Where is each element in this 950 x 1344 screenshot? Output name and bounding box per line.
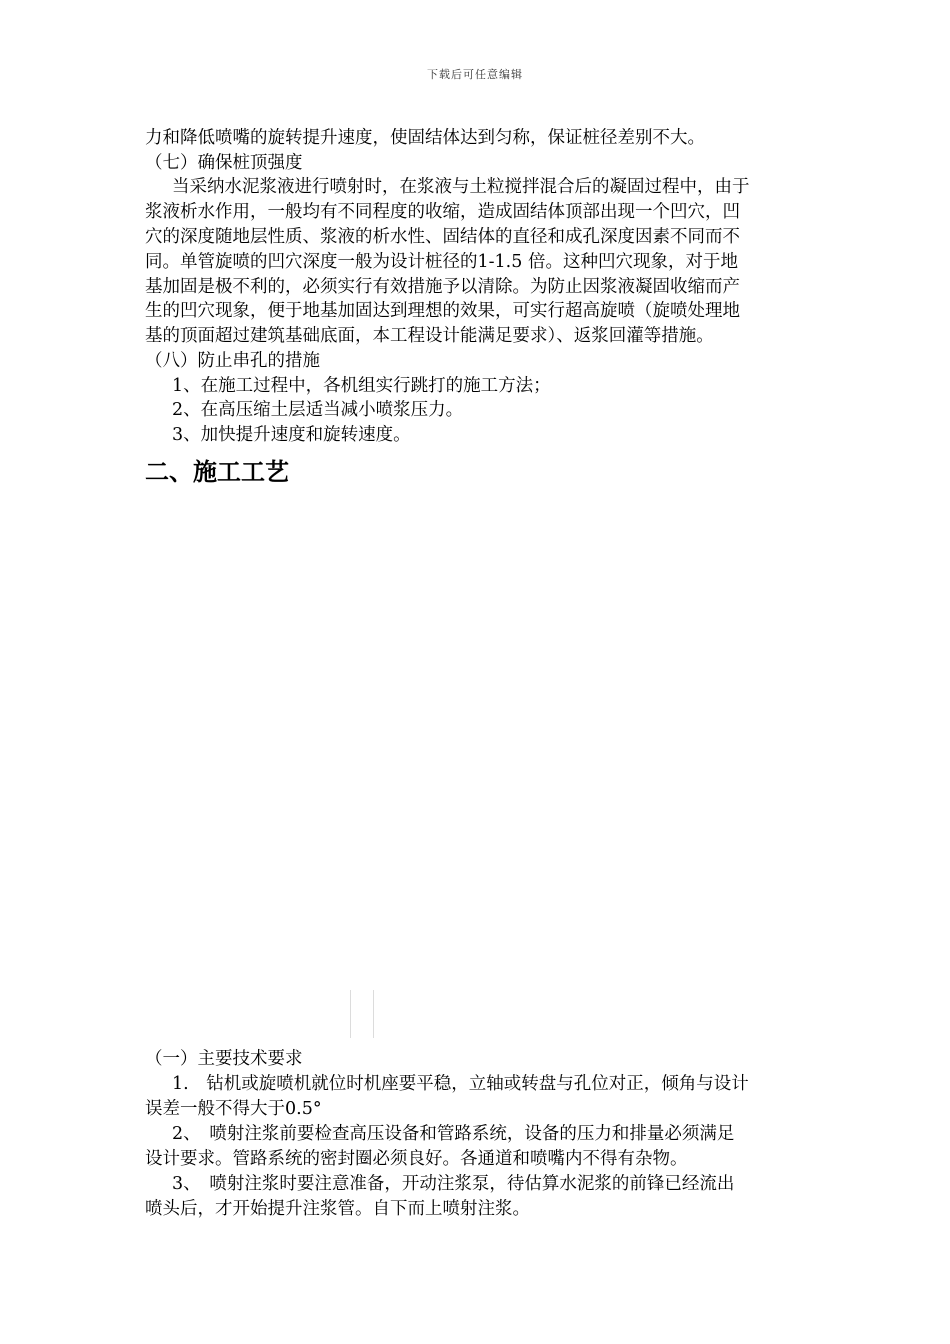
list-item: 2、在高压缩土层适当减小喷浆压力。 <box>172 400 464 420</box>
list-item: 1. 钻机或旋喷机就位时机座要平稳，立轴或转盘与孔位对正，倾角与设计 <box>172 1074 749 1094</box>
paragraph-line: 设计要求。管路系统的密封圈必须良好。各通道和喷嘴内不得有杂物。 <box>145 1149 688 1169</box>
paragraph-line: 同。单管旋喷的凹穴深度一般为设计桩径的1-1.5 倍。这种凹穴现象，对于地 <box>145 252 738 272</box>
paragraph-line: 生的凹穴现象，便于地基加固达到理想的效果，可实行超高旋喷（旋喷处理地 <box>145 301 740 321</box>
paragraph-line: 浆液析水作用，一般均有不同程度的收缩，造成固结体顶部出现一个凹穴，凹 <box>145 202 740 222</box>
list-item: 3、 喷射注浆时要注意准备，开动注浆泵，待估算水泥浆的前锋已经流出 <box>172 1174 735 1194</box>
section-title: 二、施工工艺 <box>145 458 289 486</box>
list-item: 2、 喷射注浆前要检查高压设备和管路系统，设备的压力和排量必须满足 <box>172 1124 735 1144</box>
paragraph-line: 穴的深度随地层性质、浆液的析水性、固结体的直径和成孔深度因素不同而不 <box>145 227 740 247</box>
paragraph-line: 基的顶面超过建筑基础底面，本工程设计能满足要求）、返浆回灌等措施。 <box>145 326 714 346</box>
paragraph-line: 基加固是极不利的，必须实行有效措施予以清除。为防止因浆液凝固收缩而产 <box>145 277 740 297</box>
page-header-watermark: 下载后可任意编辑 <box>427 68 523 81</box>
subsection-heading: （七）确保桩顶强度 <box>145 153 303 173</box>
subsection-heading: （一）主要技术要求 <box>145 1049 303 1069</box>
figure-placeholder <box>145 500 810 1040</box>
subsection-heading: （八）防止串孔的措施 <box>145 351 320 371</box>
paragraph-line: 力和降低喷嘴的旋转提升速度，使固结体达到匀称，保证桩径差别不大。 <box>145 128 705 148</box>
list-item: 1、在施工过程中，各机组实行跳打的施工方法； <box>172 376 551 396</box>
list-item: 3、加快提升速度和旋转速度。 <box>172 425 411 445</box>
paragraph-line: 喷头后，才开始提升注浆管。自下而上喷射注浆。 <box>145 1199 530 1219</box>
scan-artifact <box>350 990 374 1038</box>
paragraph-line: 误差一般不得大于0.5° <box>145 1099 322 1119</box>
paragraph-line: 当采纳水泥浆液进行喷射时，在浆液与土粒搅拌混合后的凝固过程中，由于 <box>172 177 750 197</box>
